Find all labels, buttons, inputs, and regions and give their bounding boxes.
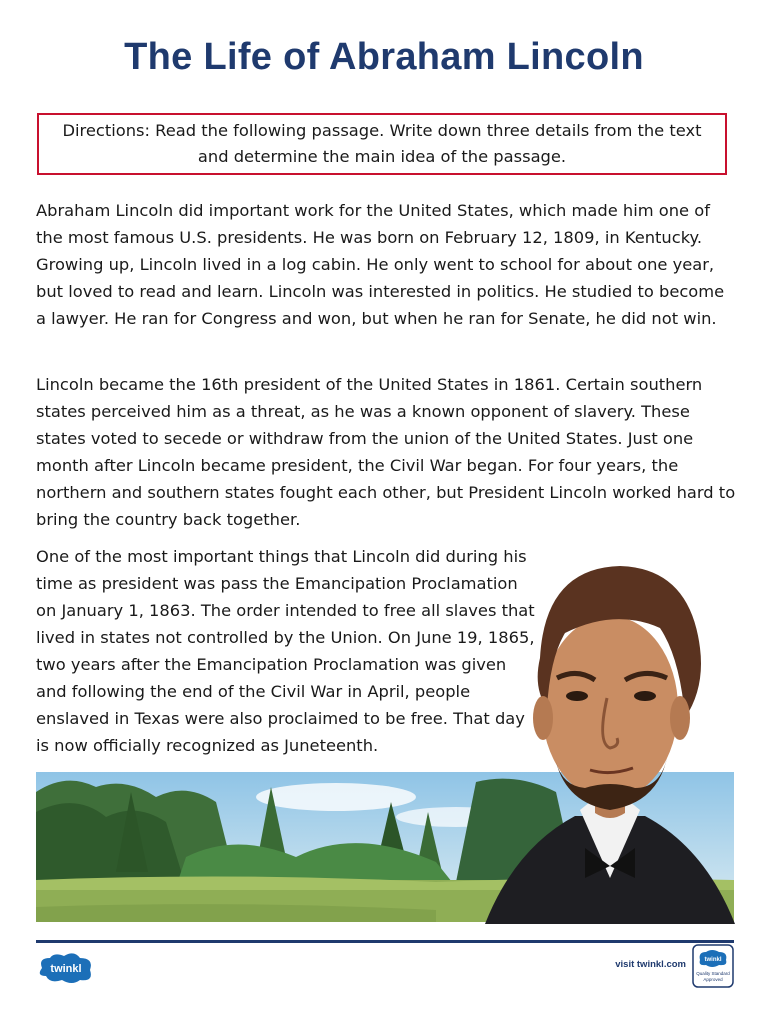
page-title: The Life of Abraham Lincoln <box>124 36 644 78</box>
lincoln-portrait-illustration <box>485 548 735 924</box>
badge-line2: Approved <box>703 977 723 982</box>
badge-title: twinkl <box>704 957 722 963</box>
directions-text: Directions: Read the following passage. Write down three details from the text and determine the main idea of the passage. <box>62 121 702 166</box>
paragraph-emancipation: One of the most important things that Lincoln did during his time as president was pass the Emancipation Proclamation on January 1, 1863. The order intended to free all slaves that lived in states not controlled by the Union. On June 19, 1865, two years after the Emancipation Proclamation was given and following the end of the Civil War in April, people enslaved in Texas were also proclaimed to be free. That day is now officially recognized as Juneteenth. <box>36 547 535 755</box>
directions-box <box>37 113 727 175</box>
twinkl-logo[interactable] <box>36 950 96 986</box>
footer-divider <box>36 940 734 943</box>
paragraph-early-life: Abraham Lincoln did important work for the United States, which made him one of the most famous U.S. presidents. He was born on February 12, 1809, in Kentucky. Growing up, Lincoln lived in a log cabin. He only went to school for about one year, but loved to read and learn. Lincoln was interested in politics. He studied to become a lawyer. He ran for Congress and won, but when he ran for Senate, he did not win. <box>36 201 725 328</box>
quality-standard-badge <box>692 944 734 988</box>
badge-line1: Quality Standard <box>696 971 730 976</box>
paragraph-presidency: Lincoln became the 16th president of the United States in 1861. Certain southern states perceived him as a threat, as he was a known opponent of slavery. These states voted to secede or withdraw from the union of the United States. Just one month after Lincoln became president, the Civil War began. For four years, the northern and southern states fought each other, but President Lincoln worked hard to bring the country back together. <box>36 375 736 529</box>
logo-text: twinkl <box>50 963 82 975</box>
visit-link[interactable]: visit twinkl.com <box>615 959 686 970</box>
